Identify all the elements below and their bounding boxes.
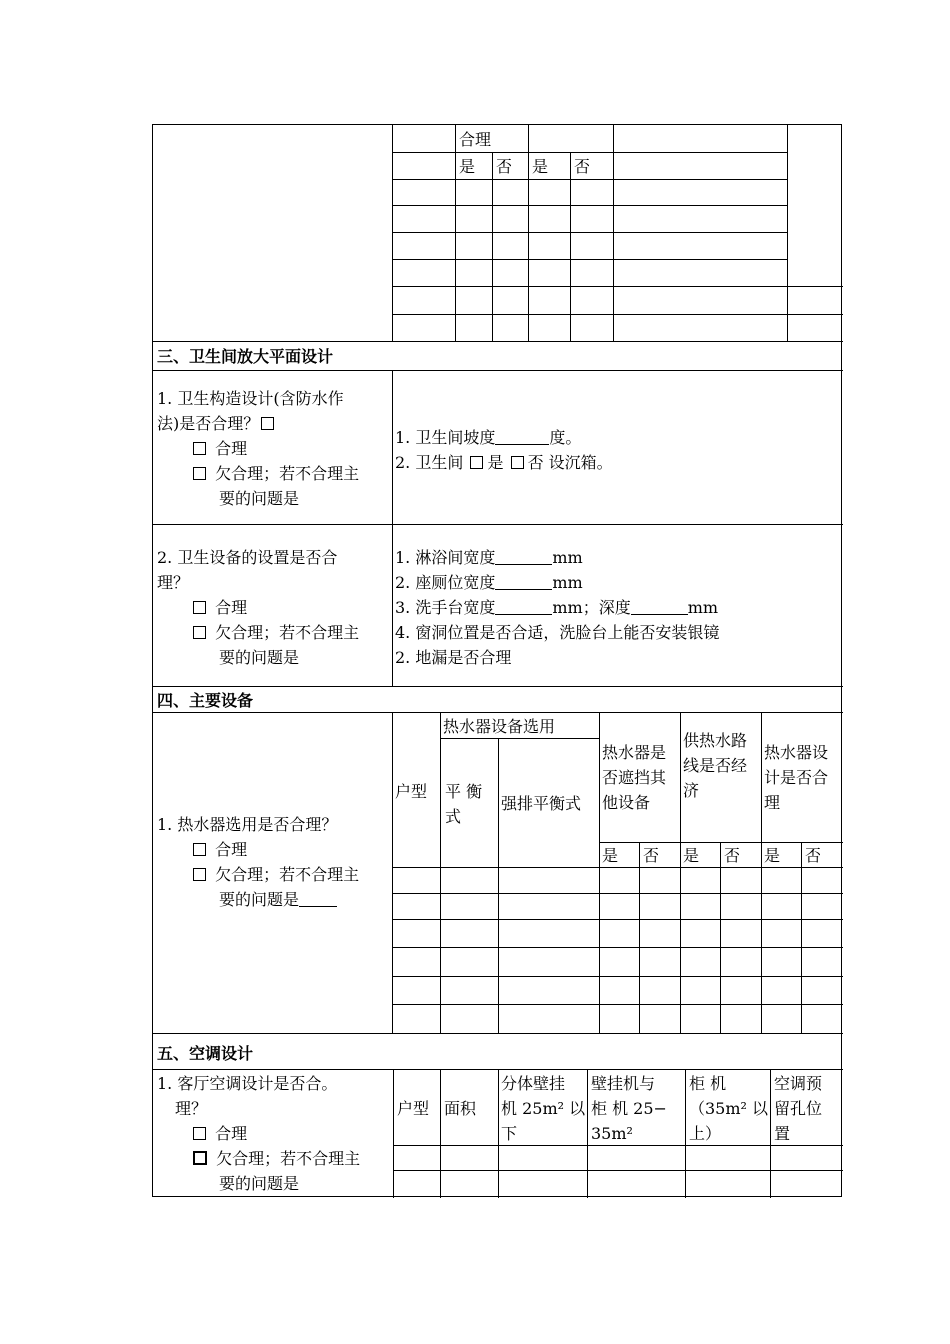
sink-no-checkbox[interactable] bbox=[511, 456, 524, 469]
s3-q1-opt-unreasonable: 欠合理；若不合理主 bbox=[215, 464, 360, 483]
s4-q1-question: 1. 热水器选用是否合理？ bbox=[157, 815, 338, 834]
shower-width-input[interactable] bbox=[495, 548, 552, 565]
header-yes-1: 是 bbox=[459, 157, 476, 176]
s4-q1-unreasonable-checkbox[interactable] bbox=[193, 868, 206, 881]
s3-q2-unreasonable-checkbox[interactable] bbox=[193, 626, 206, 639]
s4-yes-3: 是 bbox=[764, 846, 781, 865]
s4-yes-2: 是 bbox=[683, 846, 700, 865]
s3-slope-label: 1. 卫生间坡度 bbox=[395, 428, 496, 447]
s4-balance-header-1: 平 衡 bbox=[445, 782, 483, 801]
s5-split-header-1: 分体壁挂 bbox=[501, 1074, 566, 1093]
review-form-table bbox=[152, 124, 842, 1197]
s4-route-header-3: 济 bbox=[683, 781, 700, 800]
s5-split-header-2: 机 25m² 以 bbox=[501, 1099, 586, 1118]
checkbox-icon[interactable] bbox=[261, 417, 274, 430]
s4-q1-opt-unreasonable-line2: 要的问题是 bbox=[219, 890, 300, 909]
basin-depth-input[interactable] bbox=[631, 598, 688, 615]
s5-q1-opt-unreasonable: 欠合理；若不合理主 bbox=[216, 1149, 361, 1168]
s5-wall-header-1: 壁挂机与 bbox=[591, 1074, 656, 1093]
s5-q1-question-line2: 理？ bbox=[175, 1099, 208, 1118]
header-no-2: 否 bbox=[574, 157, 591, 176]
s3-q1-question-line1: 1. 卫生构造设计(含防水作 bbox=[157, 389, 344, 408]
s4-route-header-2: 线是否经 bbox=[683, 756, 748, 775]
s3-toilet-unit: mm bbox=[552, 573, 583, 592]
s4-problem-input[interactable] bbox=[299, 890, 337, 907]
s5-unit-type-header: 户型 bbox=[397, 1099, 430, 1118]
section4-title: 四、主要设备 bbox=[157, 691, 254, 710]
s4-block-header-2: 否遮挡其 bbox=[602, 768, 667, 787]
s4-selection-header: 热水器设备选用 bbox=[443, 717, 556, 736]
s3-sink-label: 2. 卫生间 bbox=[395, 453, 464, 472]
s3-q1-reasonable-checkbox[interactable] bbox=[193, 442, 206, 455]
s5-split-header-3: 下 bbox=[501, 1124, 518, 1143]
section3-title: 三、卫生间放大平面设计 bbox=[157, 347, 334, 366]
s3-q2-question-line1: 2. 卫生设备的设置是否合 bbox=[157, 548, 338, 567]
s3-q2-opt-unreasonable: 欠合理；若不合理主 bbox=[215, 623, 360, 642]
s5-cabinet-header-2: （35m² 以 bbox=[689, 1099, 769, 1118]
s3-q1-question-line2: 法)是否合理？ bbox=[157, 414, 260, 433]
s3-q2-question-line2: 理？ bbox=[157, 573, 190, 592]
slope-input[interactable] bbox=[495, 428, 549, 445]
s3-basin-depth-label: mm；深度 bbox=[552, 598, 631, 617]
s3-sink-yes: 是 bbox=[487, 453, 504, 472]
s3-q2-reasonable-checkbox[interactable] bbox=[193, 601, 206, 614]
s5-wall-header-3: 35m² bbox=[591, 1124, 633, 1143]
s4-unit-type-header: 户型 bbox=[395, 782, 428, 801]
s3-q2-opt-unreasonable-line2: 要的问题是 bbox=[219, 648, 300, 667]
header-reasonable: 合理 bbox=[459, 130, 492, 149]
s3-shower-label: 1. 淋浴间宽度 bbox=[395, 548, 496, 567]
s5-wall-header-2: 柜 机 25− bbox=[591, 1099, 667, 1118]
s5-area-header: 面积 bbox=[444, 1099, 477, 1118]
s4-no-2: 否 bbox=[724, 846, 741, 865]
s4-balance-header-2: 式 bbox=[445, 807, 462, 826]
s4-forced-header: 强排平衡式 bbox=[501, 794, 582, 813]
s4-block-header-1: 热水器是 bbox=[602, 743, 667, 762]
s5-cabinet-header-3: 上） bbox=[689, 1124, 722, 1143]
s5-hole-header-2: 留孔位 bbox=[774, 1099, 823, 1118]
s5-hole-header-1: 空调预 bbox=[774, 1074, 823, 1093]
s4-no-1: 否 bbox=[643, 846, 660, 865]
s3-sink-no: 否 设沉箱。 bbox=[527, 453, 613, 472]
s3-shower-unit: mm bbox=[552, 548, 583, 567]
toilet-width-input[interactable] bbox=[495, 573, 552, 590]
s4-design-header-1: 热水器设 bbox=[764, 743, 829, 762]
s5-cabinet-header-1: 柜 机 bbox=[689, 1074, 727, 1093]
s4-block-header-3: 他设备 bbox=[602, 793, 651, 812]
basin-width-input[interactable] bbox=[495, 598, 552, 615]
s4-yes-1: 是 bbox=[602, 846, 619, 865]
s4-route-header-1: 供热水路 bbox=[683, 731, 748, 750]
header-yes-2: 是 bbox=[532, 157, 549, 176]
s4-q1-reasonable-checkbox[interactable] bbox=[193, 843, 206, 856]
s3-basin-label: 3. 洗手台宽度 bbox=[395, 598, 496, 617]
s3-q1-unreasonable-checkbox[interactable] bbox=[193, 467, 206, 480]
s3-slope-unit: 度。 bbox=[549, 428, 582, 447]
header-no-1: 否 bbox=[496, 157, 513, 176]
s4-q1-opt-unreasonable: 欠合理；若不合理主 bbox=[215, 865, 360, 884]
s4-q1-opt-reasonable: 合理 bbox=[215, 840, 248, 859]
s3-q1-opt-reasonable: 合理 bbox=[215, 439, 248, 458]
s5-hole-header-3: 置 bbox=[774, 1124, 791, 1143]
s3-drain-item: 2. 地漏是否合理 bbox=[395, 648, 512, 667]
s3-q1-opt-unreasonable-line2: 要的问题是 bbox=[219, 489, 300, 508]
section5-title: 五、空调设计 bbox=[157, 1044, 254, 1063]
s5-q1-opt-unreasonable-line2: 要的问题是 bbox=[219, 1174, 300, 1193]
s5-q1-unreasonable-checkbox[interactable] bbox=[193, 1151, 207, 1165]
s4-no-3: 否 bbox=[805, 846, 822, 865]
s3-toilet-label: 2. 座厕位宽度 bbox=[395, 573, 496, 592]
s5-q1-question-line1: 1. 客厅空调设计是否合。 bbox=[157, 1074, 338, 1093]
s4-design-header-3: 理 bbox=[764, 793, 781, 812]
s5-q1-reasonable-checkbox[interactable] bbox=[193, 1127, 206, 1140]
s3-window-item: 4. 窗洞位置是否合适，洗脸台上能否安装银镜 bbox=[395, 623, 720, 642]
s3-basin-unit: mm bbox=[687, 598, 719, 617]
sink-yes-checkbox[interactable] bbox=[470, 456, 483, 469]
s5-q1-opt-reasonable: 合理 bbox=[215, 1124, 248, 1143]
s3-q2-opt-reasonable: 合理 bbox=[215, 598, 248, 617]
s4-design-header-2: 计是否合 bbox=[764, 768, 829, 787]
